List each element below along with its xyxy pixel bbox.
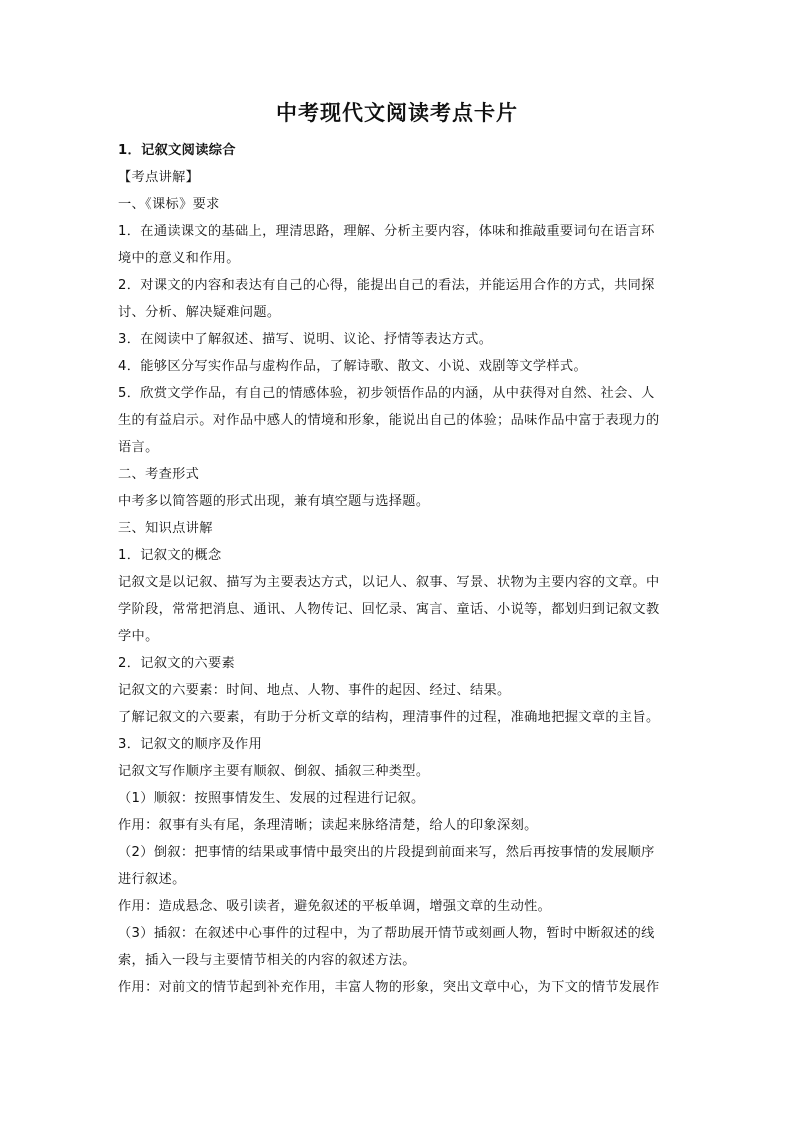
text-line: 二、考查形式 bbox=[118, 467, 200, 482]
text-line: 1．记叙文的概念 bbox=[118, 548, 222, 563]
text-line: 2．对课文的内容和表达有自己的心得，能提出自己的看法，并能运用合作的方式，共同探 bbox=[118, 278, 655, 293]
text-line: 3．在阅读中了解叙述、描写、说明、议论、抒情等表达方式。 bbox=[118, 332, 493, 347]
text-line: 三、知识点讲解 bbox=[118, 521, 213, 536]
text-line: 作用：叙事有头有尾，条理清晰；读起来脉络清楚，给人的印象深刻。 bbox=[118, 818, 538, 833]
text-line: 1．在通读课文的基础上，理清思路，理解、分析主要内容，体味和推敲重要词句在语言环 bbox=[118, 224, 655, 239]
text-line: 索，插入一段与主要情节相关的内容的叙述方法。 bbox=[118, 953, 416, 968]
text-line: 生的有益启示。对作品中感人的情境和形象，能说出自己的体验；品味作品中富于表现力的 bbox=[118, 413, 660, 428]
document-title: 中考现代文阅读考点卡片 bbox=[276, 100, 518, 125]
text-line: 记叙文的六要素：时间、地点、人物、事件的起因、经过、结果。 bbox=[118, 683, 511, 698]
text-line: 4．能够区分写实作品与虚构作品，了解诗歌、散文、小说、戏剧等文学样式。 bbox=[118, 359, 588, 374]
text-line: 了解记叙文的六要素，有助于分析文章的结构，理清事件的过程，准确地把握文章的主旨。 bbox=[118, 710, 660, 725]
text-line: 5．欣赏文学作品，有自己的情感体验，初步领悟作品的内涵，从中获得对自然、社会、人 bbox=[118, 386, 655, 401]
text-line: 记叙文写作顺序主要有顺叙、倒叙、插叙三种类型。 bbox=[118, 764, 430, 779]
text-line: 学阶段，常常把消息、通讯、人物传记、回忆录、寓言、童话、小说等，都划归到记叙文教 bbox=[118, 602, 660, 617]
text-line: （2）倒叙：把事情的结果或事情中最突出的片段提到前面来写，然后再按事情的发展顺序 bbox=[118, 845, 655, 860]
text-line: （3）插叙：在叙述中心事件的过程中，为了帮助展开情节或刻画人物，暂时中断叙述的线 bbox=[118, 926, 655, 941]
text-line: 讨、分析、解决疑难问题。 bbox=[118, 305, 281, 320]
text-line: 记叙文是以记叙、描写为主要表达方式，以记人、叙事、写景、状物为主要内容的文章。中 bbox=[118, 575, 660, 590]
section-heading: 1．记叙文阅读综合 bbox=[118, 143, 236, 158]
text-line: 作用：对前文的情节起到补充作用，丰富人物的形象，突出文章中心，为下文的情节发展作 bbox=[118, 980, 660, 995]
text-line: 语言。 bbox=[118, 440, 159, 455]
document-body bbox=[118, 137, 678, 1001]
text-line: （1）顺叙：按照事情发生、发展的过程进行记叙。 bbox=[118, 791, 425, 806]
text-line: 中考多以简答题的形式出现，兼有填空题与选择题。 bbox=[118, 494, 430, 509]
text-line: 进行叙述。 bbox=[118, 872, 186, 887]
text-line: 一、《课标》要求 bbox=[118, 197, 220, 212]
text-line: 作用：造成悬念、吸引读者，避免叙述的平板单调，增强文章的生动性。 bbox=[118, 899, 552, 914]
text-line: 2．记叙文的六要素 bbox=[118, 656, 236, 671]
text-line: 【考点讲解】 bbox=[118, 170, 200, 185]
text-line: 学中。 bbox=[118, 629, 159, 644]
text-line: 3．记叙文的顺序及作用 bbox=[118, 737, 263, 752]
text-line: 境中的意义和作用。 bbox=[118, 251, 240, 266]
